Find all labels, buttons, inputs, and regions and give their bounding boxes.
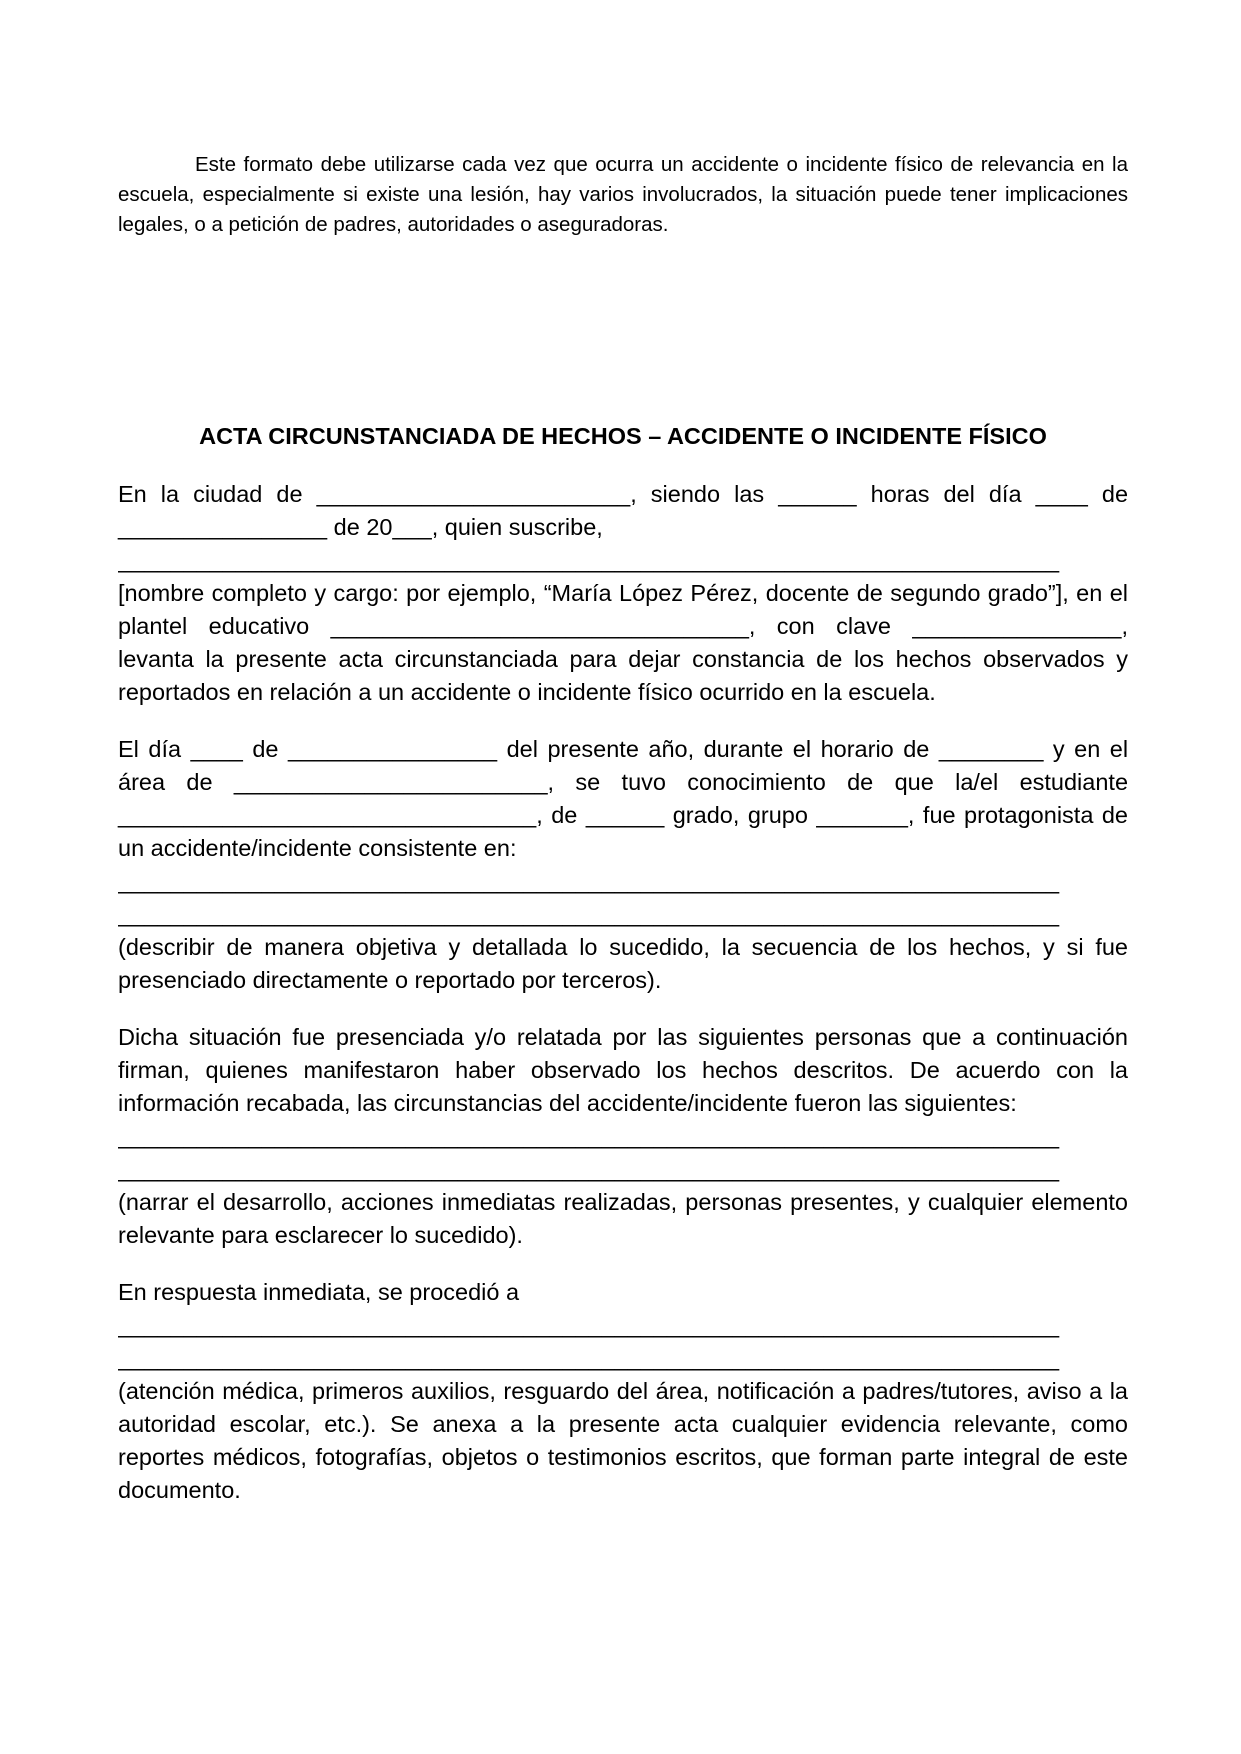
- blank-school: ________________________________: [330, 613, 749, 639]
- text: (describir de manera objetiva y detallada lo sucedido, la secuencia de los hechos, y si fue presenciado directamente o reportado por terceros).: [118, 934, 1128, 993]
- blank-incident-month: ________________: [287, 736, 498, 762]
- blank-school-key: ________________: [912, 613, 1122, 639]
- text: de: [252, 736, 279, 762]
- text: , quien suscribe,: [431, 514, 603, 540]
- blank-month: ________________: [118, 514, 328, 540]
- paragraph-identification: [118, 478, 1128, 709]
- blank-circumstances-1: ________________________________________________________________________: [118, 1123, 1060, 1149]
- blank-group: _______: [816, 802, 908, 828]
- blank-day: ____: [1035, 481, 1088, 507]
- text: y en el área de: [118, 736, 1129, 795]
- text: de 20: [333, 514, 393, 540]
- paragraph-witnesses: [118, 1021, 1128, 1252]
- text: horas del día: [870, 481, 1022, 507]
- text: El día: [118, 736, 182, 762]
- blank-area: ________________________: [233, 769, 548, 795]
- blank-year: ___: [392, 514, 432, 540]
- text: , con clave: [748, 613, 891, 639]
- document-title: ACTA CIRCUNSTANCIADA DE HECHOS – ACCIDENTE O INCIDENTE FÍSICO: [199, 423, 1047, 449]
- text: (narrar el desarrollo, acciones inmediatas realizadas, personas presentes, y cualquier elemento relevante para esclarecer lo sucedido).: [118, 1189, 1128, 1248]
- text: de: [1101, 481, 1129, 507]
- text: , se tuvo conocimiento de que la/el estudiante: [547, 769, 1129, 795]
- document-body: [118, 478, 1128, 1531]
- text: En la ciudad de: [118, 481, 303, 507]
- text: , fue protagonista de un accidente/incidente consistente en:: [118, 802, 1128, 861]
- text: Dicha situación fue presenciada y/o relatada por las siguientes personas que a continuación firman, quienes manifestaron haber observado los hechos descritos. De acuerdo con la información recabada, las circunstancias del accidente/incidente fueron las siguientes:: [118, 1024, 1128, 1116]
- text: , de: [536, 802, 578, 828]
- paragraph-incident: [118, 733, 1128, 997]
- intro-paragraph: Este formato debe utilizarse cada vez que ocurra un accidente o incidente físico de relevancia en la escuela, especialmente si existe una lesión, hay varios involucrados, la situación puede tener implicaciones legales, o a petición de padres, autoridades o aseguradoras.: [118, 153, 1128, 236]
- blank-description-1: ________________________________________________________________________: [118, 868, 1060, 894]
- text: (atención médica, primeros auxilios, resguardo del área, notificación a padres/tutores, aviso a la autoridad escolar, etc.). Se anexa a la presente acta cualquier evidencia relevante, como reportes médicos, fotografías, objetos o testimonios escritos, que forman parte integral de este documento.: [118, 1378, 1128, 1503]
- text: grado, grupo: [672, 802, 808, 828]
- blank-student: ________________________________: [118, 802, 537, 828]
- text: En respuesta inmediata, se procedió a: [118, 1279, 520, 1305]
- blank-description-2: ________________________________________________________________________: [118, 901, 1060, 927]
- blank-incident-day: ____: [190, 736, 243, 762]
- blank-signer-name: ________________________________________________________________________: [118, 547, 1060, 573]
- blank-circumstances-2: ________________________________________________________________________: [118, 1156, 1060, 1182]
- text: del presente año, durante el horario de: [506, 736, 930, 762]
- blank-schedule: ________: [938, 736, 1044, 762]
- text: , levanta la presente acta circunstanciada para dejar constancia de los hechos observados y reportados en relación a un accidente o incidente físico ocurrido en la escuela.: [118, 613, 1129, 705]
- blank-hours: ______: [778, 481, 857, 507]
- text: [nombre completo y cargo: por ejemplo, “María López Pérez, docente de segundo grado”], en el plantel educativo: [118, 580, 1128, 639]
- blank-city: ________________________: [316, 481, 631, 507]
- paragraph-response: [118, 1276, 1128, 1507]
- blank-response-2: ________________________________________________________________________: [118, 1345, 1060, 1371]
- text: , siendo las: [630, 481, 765, 507]
- blank-grade: ______: [585, 802, 665, 828]
- blank-response-1: ________________________________________________________________________: [118, 1312, 1060, 1338]
